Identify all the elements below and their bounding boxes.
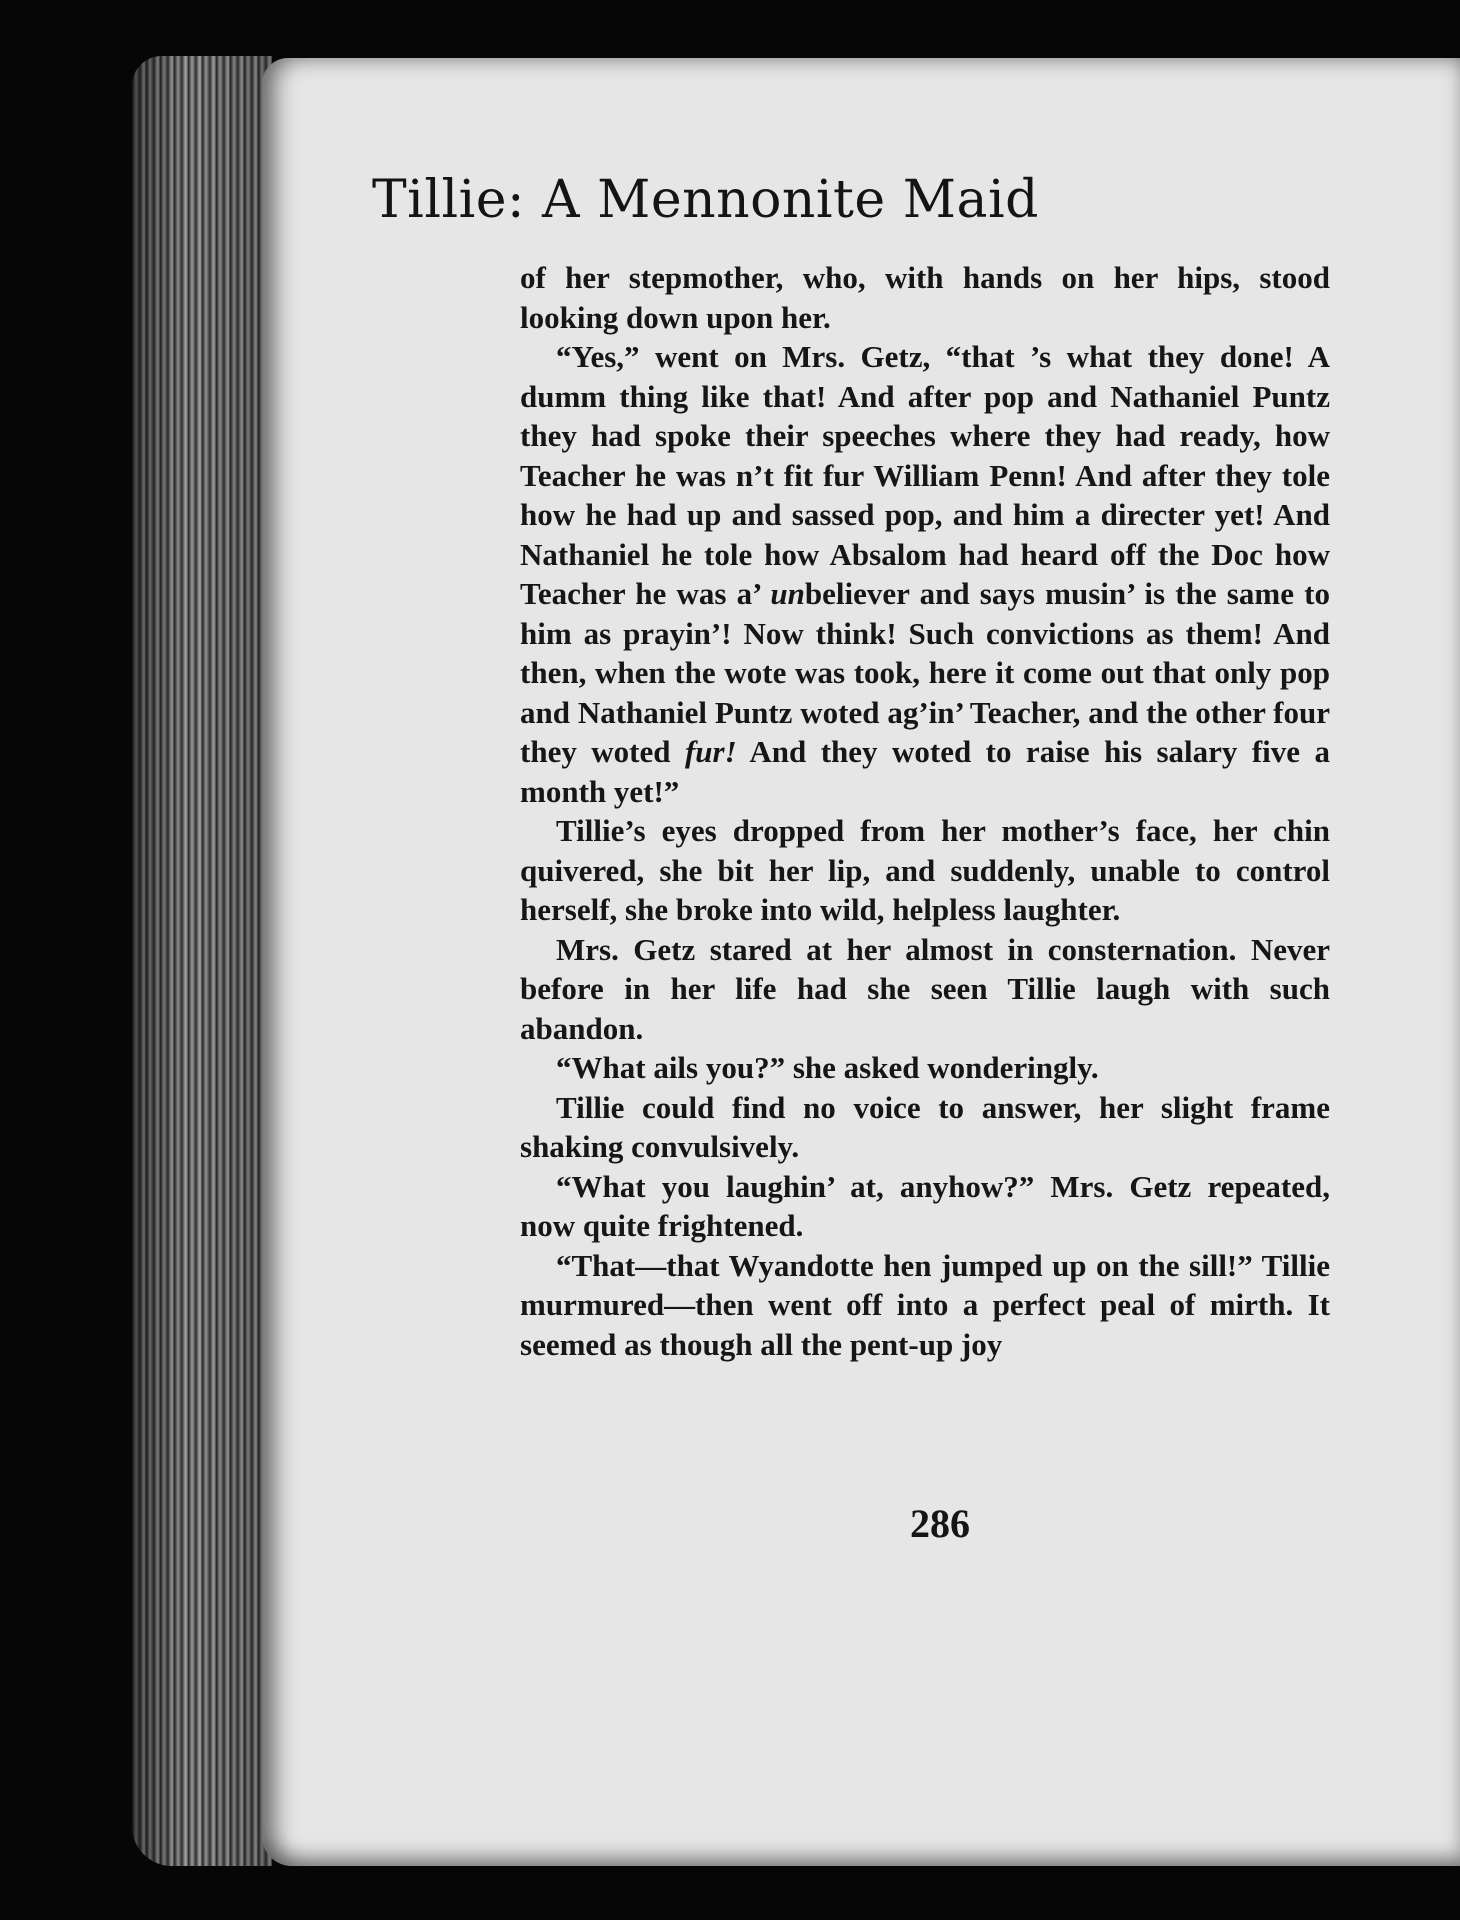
paragraph-4: Mrs. Getz stared at her almost in consternation. Never before in her life had she seen Tillie laugh with such abandon. [520,931,1330,1046]
page-number: 286 [910,1501,970,1546]
paragraph-1: of her stepmother, who, with hands on her hips, stood looking down upon her. [520,260,1330,335]
paragraph-6: Tillie could find no voice to answer, her slight frame shaking convulsively. [520,1089,1330,1164]
body-text [520,258,1330,1364]
paragraph-5: “What ails you?” she asked wonderingly. [556,1050,1099,1085]
running-head: Tillie: A Mennonite Maid [372,170,1039,230]
book-fore-edge [132,56,272,1866]
paragraph-8: “That—that Wyandotte hen jumped up on the sill!” Tillie murmured—then went off into a perfect peal of mirth. It seemed as though all the pent-up joy [520,1247,1330,1362]
paragraph-3: Tillie’s eyes dropped from her mother’s face, her chin quivered, she bit her lip, and suddenly, unable to control herself, she broke into wild, helpless laughter. [520,813,1330,927]
paragraph-7: “What you laughin’ at, anyhow?” Mrs. Getz repeated, now quite frightened. [520,1168,1330,1243]
paragraph-2: “Yes,” went on Mrs. Getz, “that ’s what they done! A dumm thing like that! And after pop and Nathaniel Puntz they had spoke their speeches where they had ready, how Teacher he was n’t fit fur William Penn! And after they tole how he had up and sassed pop, and him a directer yet! And Nathaniel he tole how Absalom had heard off the Doc how Teacher he was a’ unbeliever and says musin’ is the same to him as prayin’! Now think! Such convictions as them! And then, when the wote was took, here it come out that only pop and Nathaniel Puntz woted ag’in’ Teacher, and the other four they woted fur! And they woted to raise his salary five a month yet!” [520,339,1330,809]
